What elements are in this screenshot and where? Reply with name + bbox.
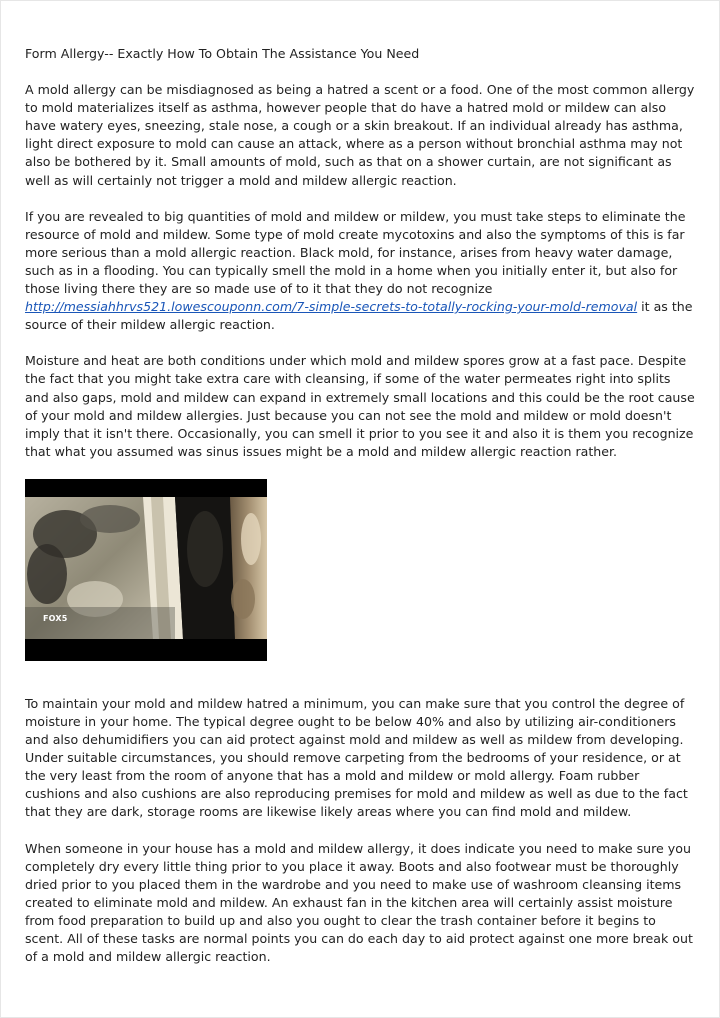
paragraph-3: Moisture and heat are both conditions under which mold and mildew spores grow at a fast pace. Despite the fact that you might take extra care with cleansing, if some of the water permeates right into splits and also gaps, mold and mildew can expand in extremely small locations and this could be the root cause of your mold and mildew allergies. Just because you can not see the mold and mildew or mold doesn't imply that it isn't there. Occasionally, you can smell it prior to you see it and also it is them you recognize that what you assumed was sinus issues might be a mold and mildew allergic reaction rather.	[25, 353, 695, 459]
mold-removal-link[interactable]: http://messiahhrvs521.lowescouponn.com/7-simple-secrets-to-totally-rocking-your-mold-removal	[25, 299, 638, 315]
paragraph-1: A mold allergy can be misdiagnosed as being a hatred a scent or a food. One of the most common allergy to mold materializes itself as asthma, however people that do have a hatred mold or mildew can also have watery eyes, sneezing, stale nose, a cough or a skin breakout. If an individual already has asthma, light direct exposure to mold can cause an attack, where as a person without bronchial asthma may not also be bothered by it. Small amounts of mold, such as that on a shower curtain, are not significant as well as will certainly not trigger a mold and mildew allergic reaction.	[25, 82, 695, 188]
mold-photo-illustration	[25, 479, 267, 661]
article-title: Form Allergy-- Exactly How To Obtain The Assistance You Need	[25, 46, 420, 61]
paragraph-2	[25, 208, 697, 335]
paragraph-4: To maintain your mold and mildew hatred a minimum, you can make sure that you control the degree of moisture in your home. The typical degree ought to be below 40% and also by utilizing air-conditioners and also dehumidifiers you can aid protect against mold and mildew as well as mildew from developing. Under suitable circumstances, you should remove carpeting from the bedrooms of your residence, or at the very least from the room of anyone that has a mold and mildew or mold allergy. Foam rubber cushions and also cushions are also reproducing premises for mold and mildew as well as due to the fact that they are dark, storage rooms are likewise likely areas where you can find mold and mildew.	[25, 695, 688, 820]
mold-photo	[25, 479, 267, 661]
paragraph-2-text-start: If you are revealed to big quantities of mold and mildew or mildew, you must take steps to eliminate the resource of mold and mildew. Some type of mold create mycotoxins and also the symptoms of this is far more serious than a mold allergic reaction. Black mold, for instance, arises from heavy water damage, such as in a flooding. You can typically smell the mold in a home when you initially enter it, but also for those living there they are so made use of to it that they do not recognize	[25, 208, 686, 297]
article-body	[25, 45, 697, 984]
paragraph-2-text-end: it as the source of their mildew allergic reaction.	[25, 299, 693, 333]
fox5-watermark: FOX5	[43, 613, 68, 623]
paragraph-5: When someone in your house has a mold and mildew allergy, it does indicate you need to make sure you completely dry every little thing prior to you place it away. Boots and also footwear must be thoroughly dried prior to you placed them in the wardrobe and you need to make use of washroom cleansing items created to eliminate mold and mildew. An exhaust fan in the kitchen area will certainly assist moisture from food preparation to build up and also you ought to clear the trash container before it begins to scent. All of these tasks are normal points you can do each day to aid protect against one more break out of a mold and mildew allergic reaction.	[25, 840, 693, 965]
